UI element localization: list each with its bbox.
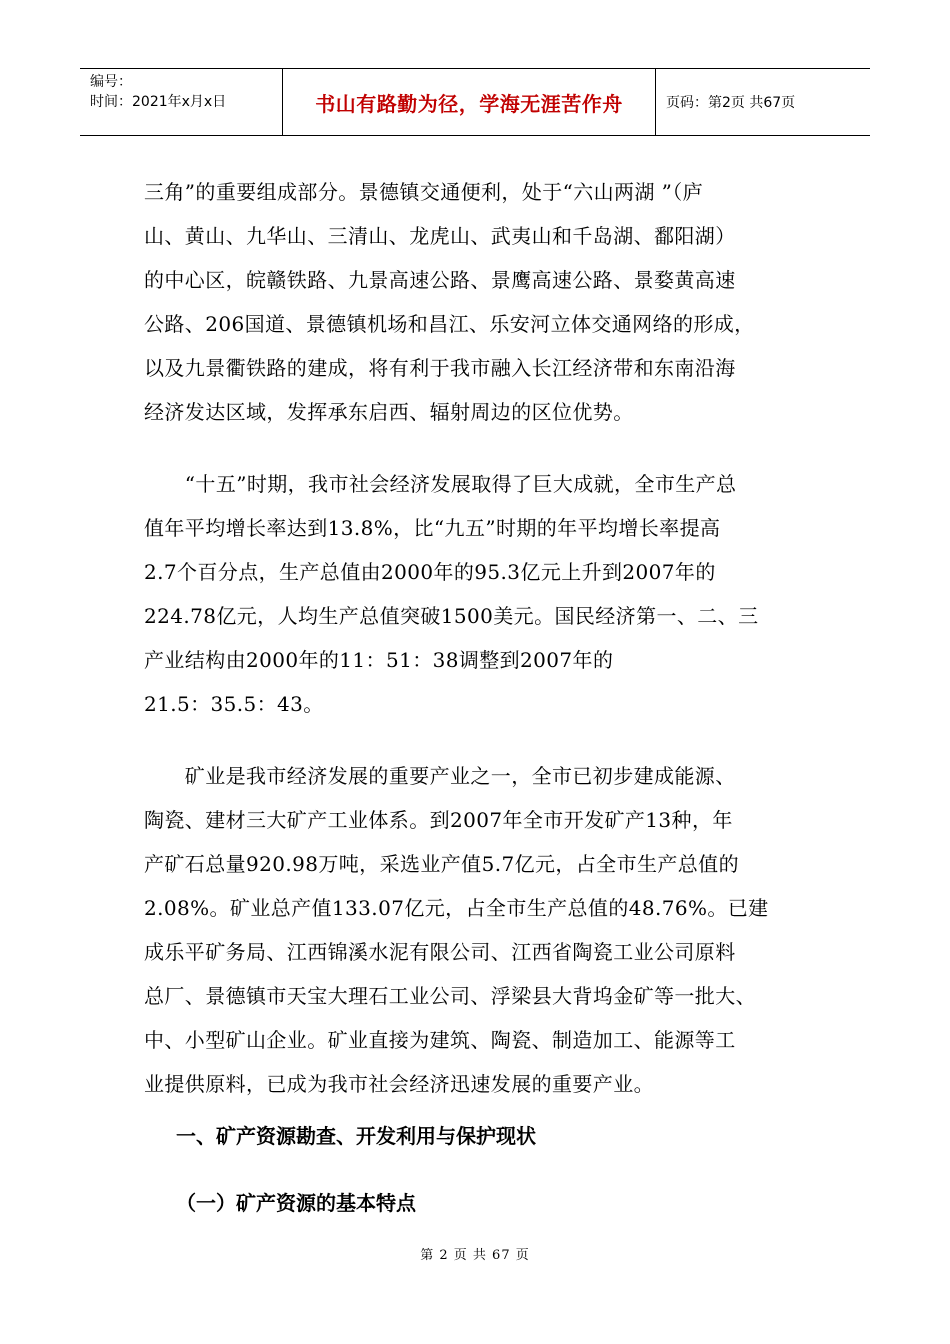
text-line: 公路、206国道、景德镇机场和昌江、乐安河立体交通网络的形成， <box>144 312 755 336</box>
document-number-label: 编号： <box>90 74 132 90</box>
text-line: 224.78亿元，人均生产总值突破1500美元。国民经济第一、二、三 <box>144 604 759 628</box>
text-line: 的中心区，皖赣铁路、九景高速公路、景鹰高速公路、景婺黄高速 <box>144 268 736 292</box>
text-line: 山、黄山、九华山、三清山、龙虎山、武夷山和千岛湖、鄱阳湖） <box>144 224 736 248</box>
paragraph-economy <box>144 462 806 726</box>
header-page-info: 页码：第2页 共67页 <box>666 95 796 111</box>
header-meta <box>80 69 283 135</box>
subsection-heading: （一）矿产资源的基本特点 <box>176 1191 416 1215</box>
header-motto: 书山有路勤为径，学海无涯苦作舟 <box>283 69 656 135</box>
text-line: 中、小型矿山企业。矿业直接为建筑、陶瓷、制造加工、能源等工 <box>144 1028 736 1052</box>
paragraph-location <box>144 170 806 434</box>
text-line: 业提供原料，已成为我市社会经济迅速发展的重要产业。 <box>144 1072 654 1096</box>
document-body <box>144 170 806 1106</box>
section-heading: 一、矿产资源勘查、开发利用与保护现状 <box>176 1124 536 1148</box>
text-line: 2.08%。矿业总产值133.07亿元，占全市生产总值的48.76%。已建 <box>144 896 769 920</box>
text-line: 总厂、景德镇市天宝大理石工业公司、浮梁县大背坞金矿等一批大、 <box>144 984 756 1008</box>
document-date: 时间：2021年x月x日 <box>90 94 227 110</box>
page-footer: 第 2 页 共 67 页 <box>420 1248 530 1263</box>
text-line: 矿业是我市经济发展的重要产业之一，全市已初步建成能源、 <box>144 764 736 788</box>
text-line: 2.7个百分点，生产总值由2000年的95.3亿元上升到2007年的 <box>144 560 716 584</box>
text-line: 产矿石总量920.98万吨，采选业产值5.7亿元，占全市生产总值的 <box>144 852 739 876</box>
page-header <box>80 68 870 136</box>
text-line: 以及九景衢铁路的建成，将有利于我市融入长江经济带和东南沿海 <box>144 356 736 380</box>
text-line: 产业结构由2000年的11：51：38调整到2007年的 <box>144 648 614 672</box>
text-line: “十五”时期，我市社会经济发展取得了巨大成就，全市生产总 <box>144 472 737 496</box>
text-line: 值年平均增长率达到13.8%，比“九五”时期的年平均增长率提高 <box>144 516 721 540</box>
text-line: 经济发达区域，发挥承东启西、辐射周边的区位优势。 <box>144 400 634 424</box>
text-line: 三角”的重要组成部分。景德镇交通便利，处于“六山两湖 ”（庐 <box>144 180 704 204</box>
text-line: 21.5：35.5：43。 <box>144 692 324 716</box>
paragraph-mining <box>144 754 806 1106</box>
text-line: 成乐平矿务局、江西锦溪水泥有限公司、江西省陶瓷工业公司原料 <box>144 940 736 964</box>
text-line: 陶瓷、建材三大矿产工业体系。到2007年全市开发矿产13种，年 <box>144 808 733 832</box>
